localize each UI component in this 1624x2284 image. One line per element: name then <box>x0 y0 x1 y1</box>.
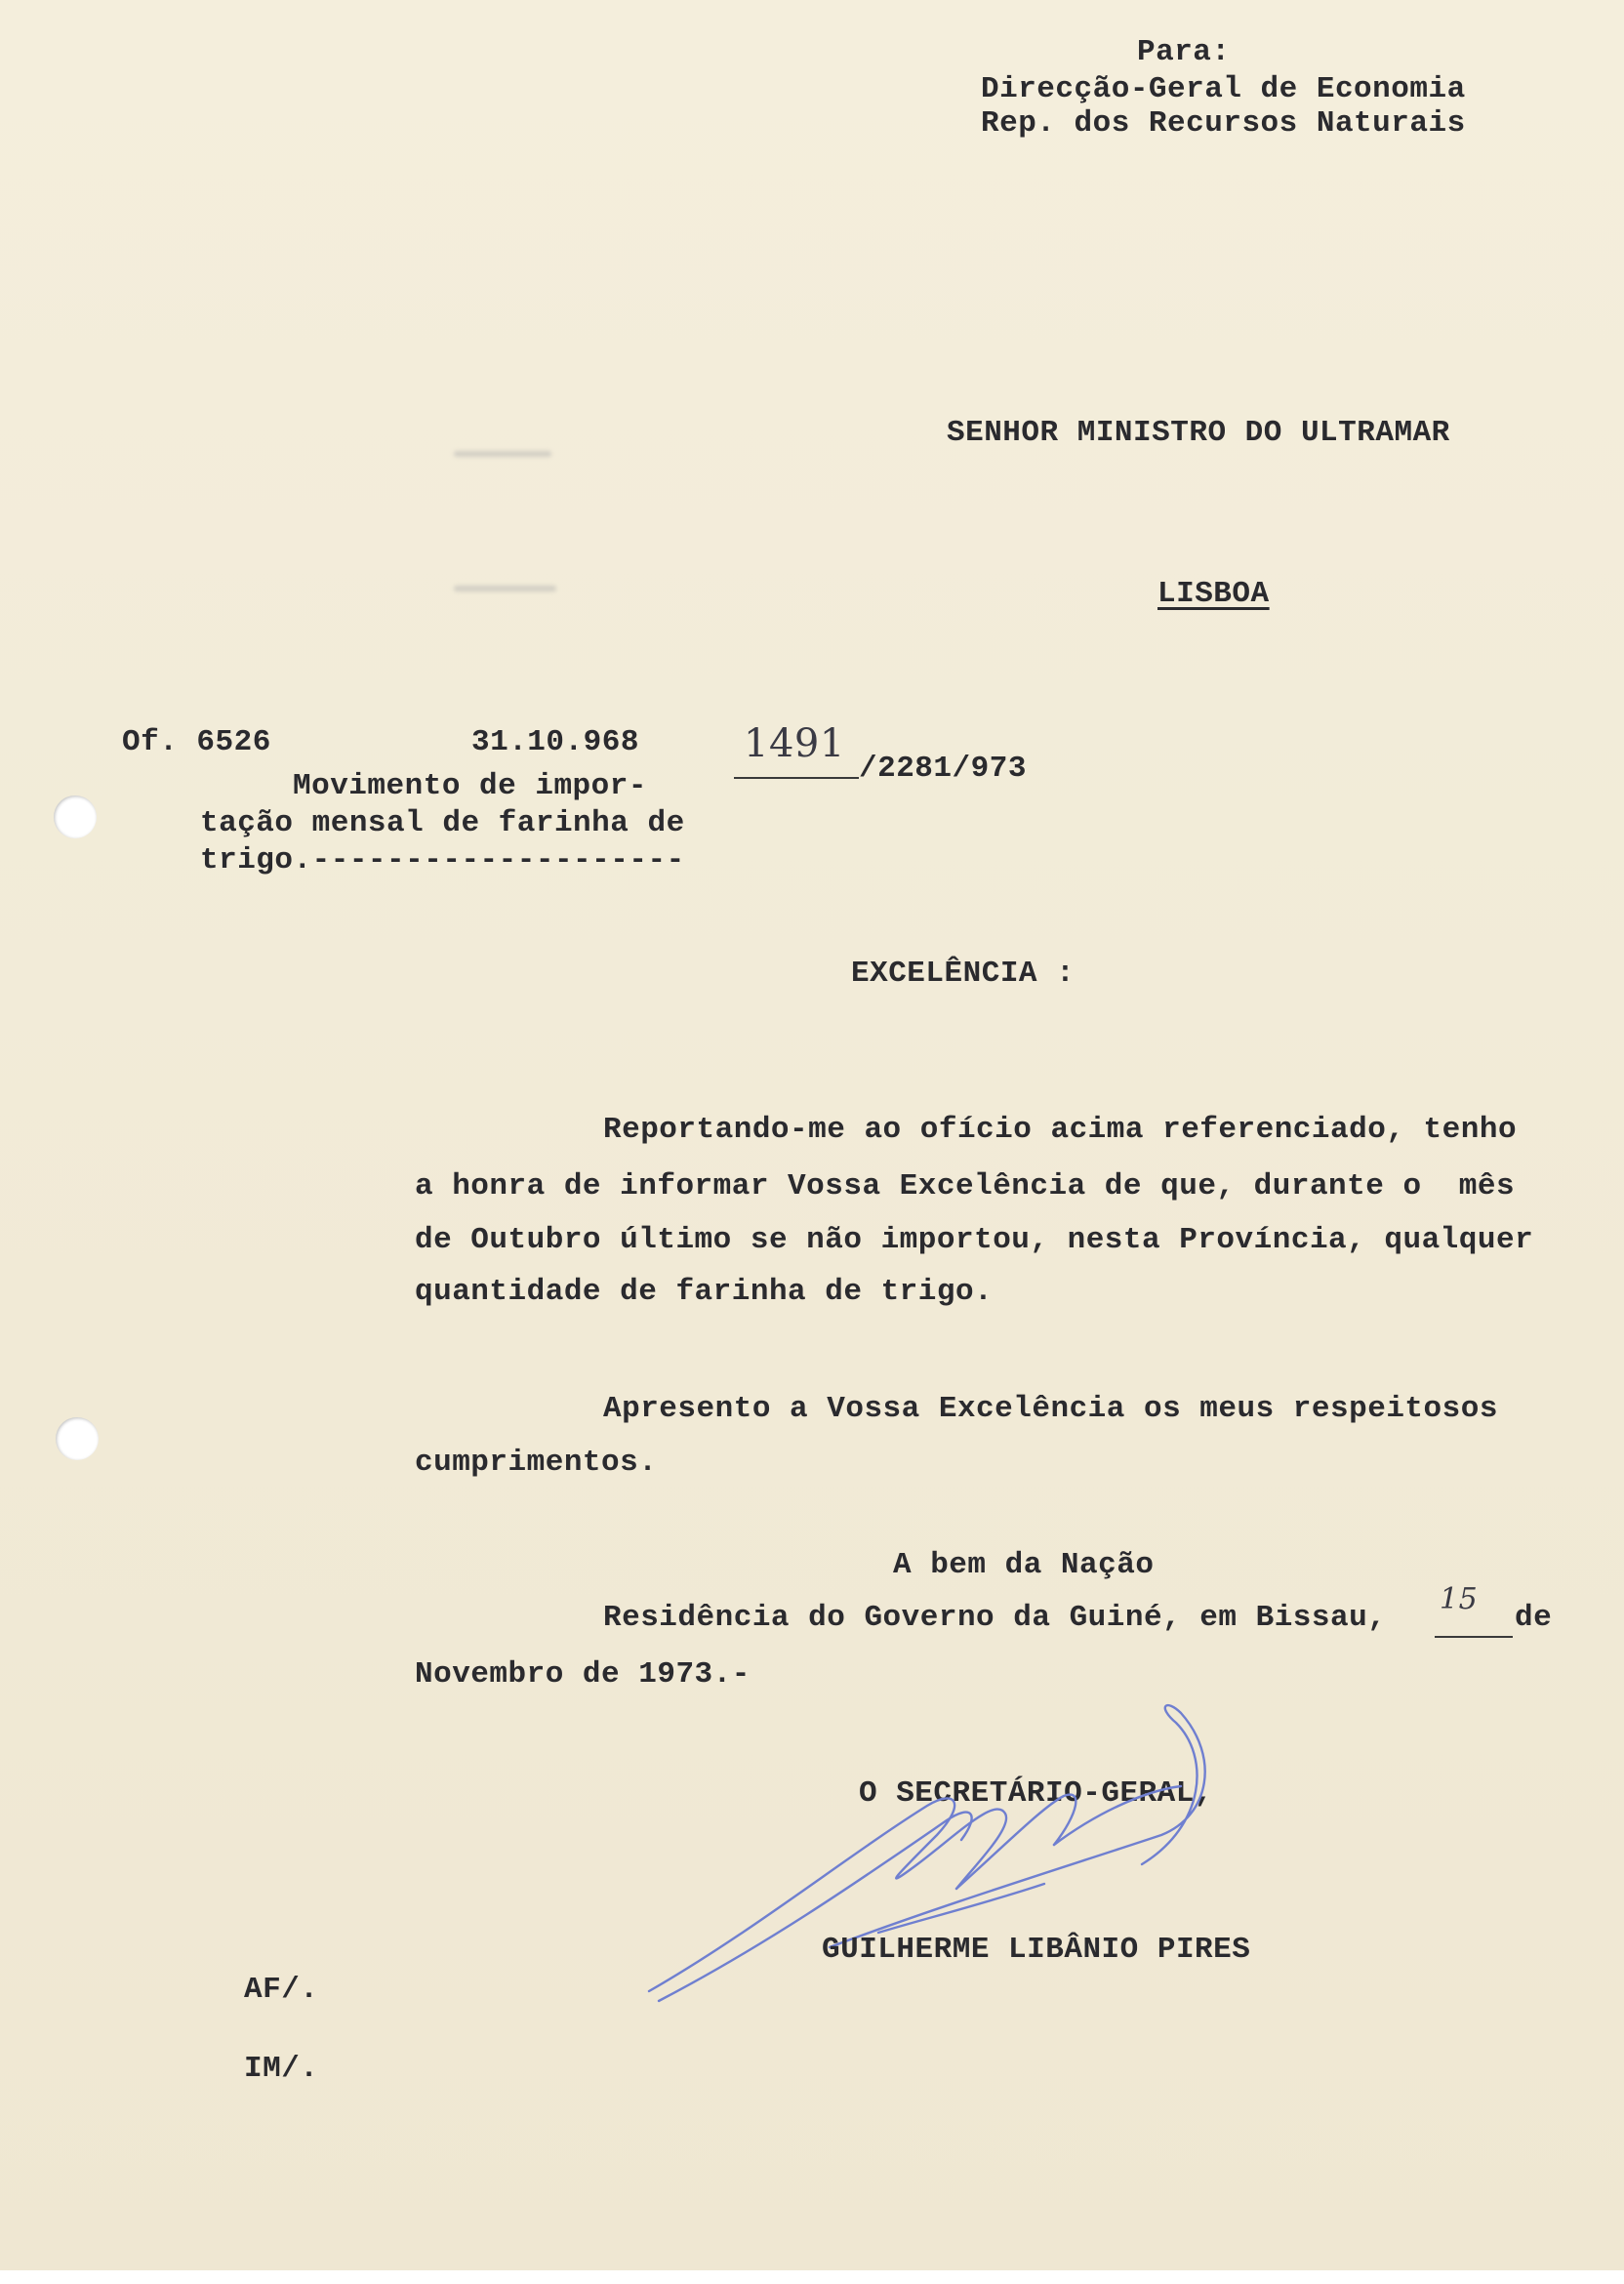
handwritten-day: 15 <box>1440 1582 1479 1616</box>
day-underline <box>1435 1636 1513 1638</box>
para-label: Para: <box>1137 35 1231 69</box>
reference-number-suffix: /2281/973 <box>859 752 1027 786</box>
initials-line-2: IM/. <box>244 2052 319 2086</box>
faint-mark <box>454 451 551 457</box>
body-line: Apresento a Vossa Excelência os meus respeitosos <box>603 1392 1498 1426</box>
subject-line-2: tação mensal de farinha de <box>200 806 685 840</box>
signatory-name: GUILHERME LIBÂNIO PIRES <box>822 1933 1251 1967</box>
initials-line-1: AF/. <box>244 1973 319 2007</box>
faint-mark <box>454 586 556 591</box>
handwritten-reference-number: 1491 <box>744 721 845 766</box>
salutation: EXCELÊNCIA : <box>851 957 1076 991</box>
signatory-role: O SECRETÁRIO-GERAL, <box>859 1776 1213 1811</box>
scan-edge <box>0 2270 1624 2284</box>
date-line: Novembro de 1973.- <box>415 1657 751 1692</box>
recipient-line-2: Rep. dos Recursos Naturais <box>981 106 1466 141</box>
punch-hole-bottom <box>56 1417 99 1460</box>
subject-line-3: trigo.-------------------- <box>200 843 685 877</box>
closing-motto: A bem da Nação <box>893 1548 1155 1582</box>
handwritten-signature <box>634 1698 1318 2030</box>
punch-hole-top <box>54 795 97 838</box>
body-line: a honra de informar Vossa Excelência de que, durante o mês <box>415 1169 1516 1203</box>
body-line: de Outubro último se não importou, nesta Província, qualquer <box>415 1223 1534 1257</box>
recipient-line-1: Direcção-Geral de Economia <box>981 72 1466 106</box>
body-line: cumprimentos. <box>415 1446 658 1480</box>
place-line-end: de <box>1515 1601 1553 1635</box>
addressee-city: LISBOA <box>1157 577 1270 611</box>
addressee-title: SENHOR MINISTRO DO ULTRAMAR <box>947 416 1450 450</box>
place-line: Residência do Governo da Guiné, em Bissau, <box>603 1601 1387 1635</box>
office-number: Of. 6526 <box>122 725 271 759</box>
reference-underline <box>734 777 859 779</box>
body-line: Reportando-me ao ofício acima referenciado, tenho <box>603 1113 1518 1147</box>
body-line: quantidade de farinha de trigo. <box>415 1275 994 1309</box>
subject-line-1: Movimento de impor- <box>293 769 647 803</box>
office-date: 31.10.968 <box>471 725 639 759</box>
